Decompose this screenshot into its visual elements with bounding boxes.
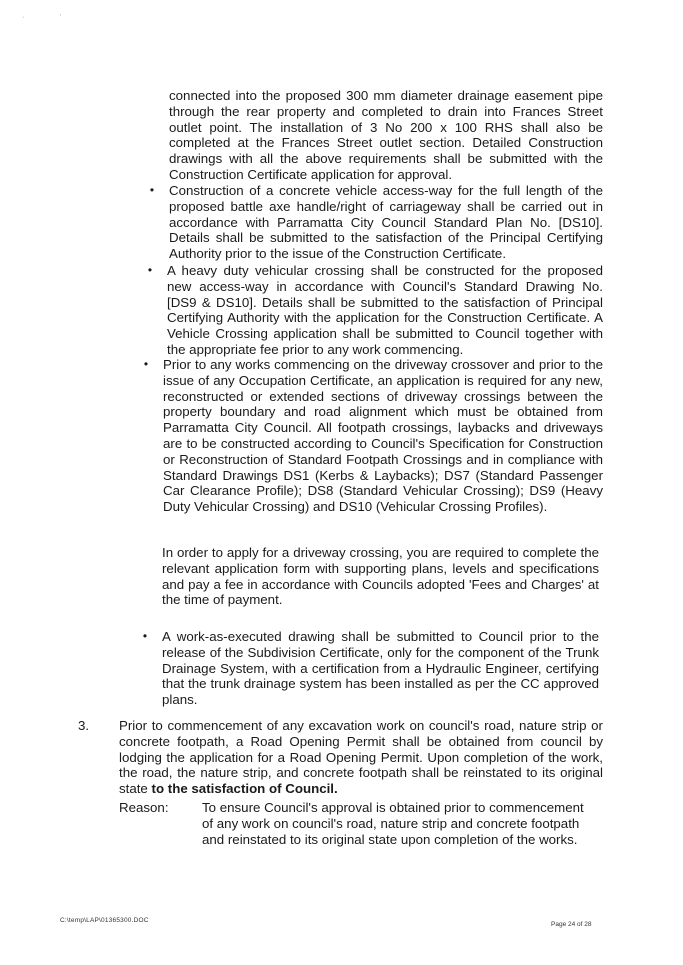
condition-bold-text: to the satisfaction of Council. (151, 781, 338, 797)
bullet-text: A heavy duty vehicular crossing shall be constructed for the proposed new access-way in accordance with Council's Standard Drawing No. [DS9 & DS10]. Details shall be submitted to the satisfaction of Principal Certifying Authority with the application for the Construction Certificate. A Vehicle Crossing application shall be submitted to Council together with the appropriate fee prior to any work commencing. (167, 263, 603, 357)
bullet-icon: • (147, 263, 153, 277)
bullet-item (143, 357, 603, 515)
bullet-icon: • (142, 629, 148, 643)
scan-mark: · (22, 14, 25, 21)
bullet-item (142, 629, 599, 708)
reason-label: Reason: (119, 800, 169, 815)
bullet-text: A work-as-executed drawing shall be submitted to Council prior to the release of the Subdivision Certificate, only for the component of the Trunk Drainage System, with a certification from a Hydraulic Engineer, certifying that the trunk drainage system has been installed as per the CC approved plans. (162, 629, 599, 708)
bullet-icon: • (143, 357, 149, 371)
continuation-paragraph: connected into the proposed 300 mm diameter drainage easement pipe through the rear property and completed to drain into Frances Street outlet point. The installation of 3 No 200 x 100 RHS shall also be completed at the Frances Street outlet section. Detailed Construction drawings with all the above requirements shall be submitted with the Construction Certificate application for approval. (169, 88, 603, 182)
condition-body: Prior to commencement of any excavation work on council's road, nature strip or concrete footpath, a Road Opening Permit shall be obtained from council by lodging the application for a Road Opening Permit. Upon completion of the work, the road, the nature strip, and concrete footpath shall be reinstated to its original state (119, 718, 603, 797)
driveway-application-paragraph: In order to apply for a driveway crossing, you are required to complete the relevant application form with supporting plans, levels and specifications and pay a fee in accordance with Councils adopted 'Fees and Charges' at the time of payment. (162, 545, 599, 608)
footer-file-path: C:\temp\LAP\01365300.DOC (60, 917, 149, 924)
bullet-text: Construction of a concrete vehicle access-way for the full length of the proposed battle axe handle/right of carriageway shall be carried out in accordance with Parramatta City Council Standard Plan No. [DS10]. Details shall be submitted to the satisfaction of the Principal Certifying Authority prior to the issue of the Construction Certificate. (169, 183, 603, 262)
bullet-item (149, 183, 603, 262)
footer-page-number: Page 24 of 28 (551, 921, 592, 928)
condition-number: 3. (78, 718, 90, 733)
bullet-text: Prior to any works commencing on the driveway crossover and prior to the issue of any Occupation Certificate, an application is required for any new, reconstructed or extended sections of driveway crossings between the property boundary and road alignment which must be obtained from Parramatta City Council. All footpath crossings, laybacks and driveways are to be constructed according to Council's Specification for Construction or Reconstruction of Standard Footpath Crossings and in compliance with Standard Drawings DS1 (Kerbs & Laybacks); DS7 (Standard Passenger Car Clearance Profile); DS8 (Standard Vehicular Crossing); DS9 (Heavy Duty Vehicular Crossing) and DS10 (Vehicular Crossing Profiles). (163, 357, 603, 515)
bullet-item (147, 263, 603, 358)
scan-mark: ' (60, 14, 62, 21)
reason-text: To ensure Council's approval is obtained prior to commencement of any work on council's road, nature strip and concrete footpath and reinstated to its original state upon completion of the works. (202, 800, 584, 847)
condition-text (119, 718, 603, 797)
bullet-icon: • (149, 183, 155, 197)
